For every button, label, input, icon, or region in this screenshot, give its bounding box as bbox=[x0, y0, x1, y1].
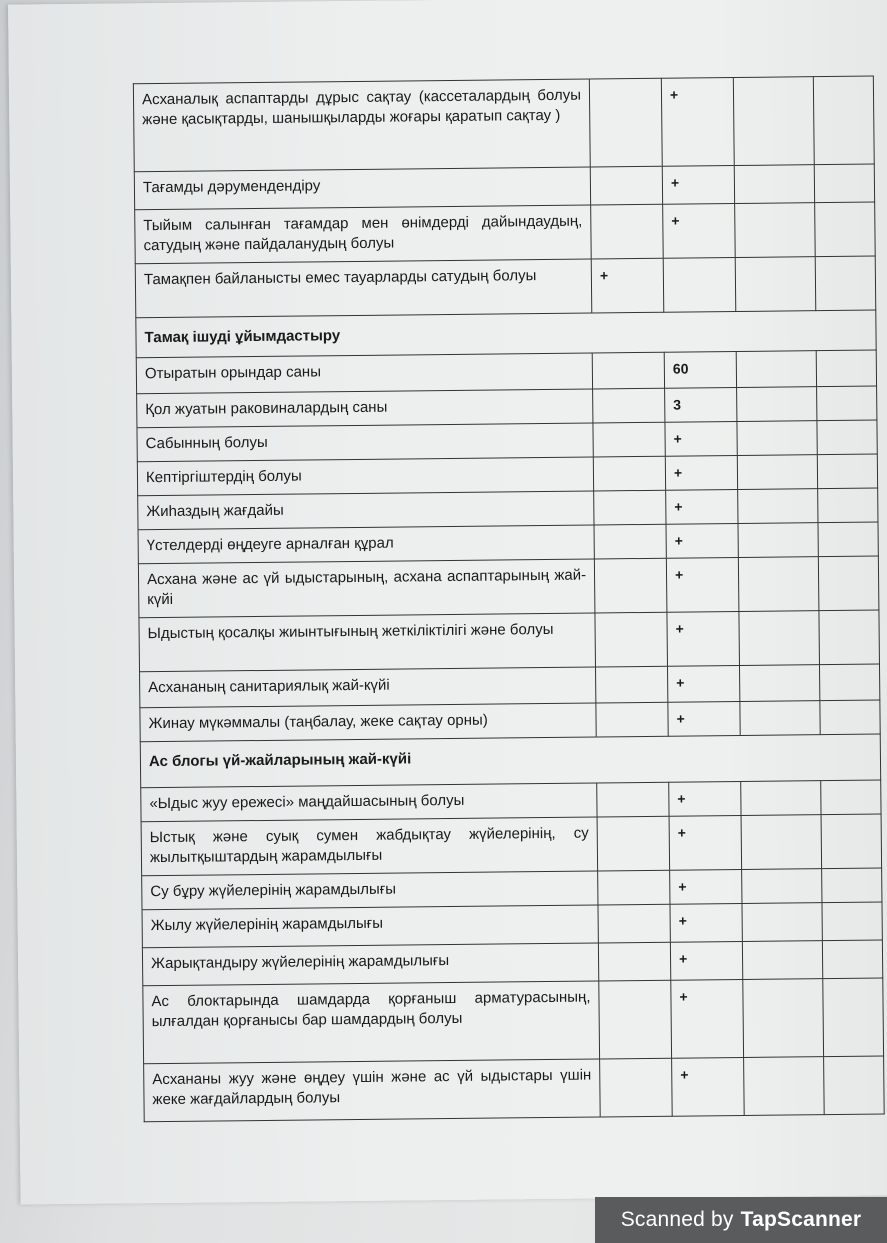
table-row bbox=[144, 1056, 885, 1122]
mark-cell-col1: + bbox=[591, 258, 664, 313]
mark-cell-col2: + bbox=[665, 421, 737, 456]
empty-cell bbox=[743, 979, 824, 1058]
criterion-text: Жинау мүкәммалы (таңбалау, жеке сақтау орны) bbox=[140, 703, 596, 742]
empty-cell bbox=[735, 203, 816, 258]
criterion-text: Кептіргіштердің болуы bbox=[137, 457, 593, 496]
empty-cell bbox=[821, 780, 881, 815]
mark-cell-col1 bbox=[590, 166, 662, 205]
section-header: Тамақ ішуді ұйымдастыру bbox=[136, 310, 876, 358]
empty-cell bbox=[819, 610, 880, 665]
mark-cell-col1 bbox=[596, 702, 668, 737]
empty-cell bbox=[818, 556, 879, 611]
criterion-text: Асхана және ас үй ыдыстарының, асхана аспаптарының жай-күйі bbox=[138, 559, 595, 618]
empty-cell bbox=[741, 815, 822, 870]
criterion-text: Жылу жүйелерінің жарамдылығы bbox=[142, 905, 598, 948]
mark-cell-col2: + bbox=[669, 781, 741, 816]
criterion-text: «Ыдыс жуу ережесі» маңдайшасының болуы bbox=[141, 783, 597, 822]
criterion-text: Асхананы жуу және өңдеу үшін және ас үй ыдыстары үшін жеке жағдайлардың болуы bbox=[144, 1059, 601, 1122]
empty-cell bbox=[737, 421, 817, 456]
criterion-text: Асханалық аспаптарды дұрыс сақтау (кассеталардың болуы және қасықтарды, шанышқыларды жоғары қаратып сақтау ) bbox=[133, 79, 590, 172]
empty-cell bbox=[738, 489, 818, 524]
empty-cell bbox=[741, 781, 821, 816]
empty-cell bbox=[737, 455, 817, 490]
empty-cell bbox=[738, 523, 818, 558]
mark-cell-col1 bbox=[598, 870, 670, 905]
empty-cell bbox=[822, 868, 882, 903]
empty-cell bbox=[822, 940, 882, 979]
watermark-prefix: Scanned by bbox=[620, 1208, 734, 1231]
mark-cell-col1 bbox=[598, 904, 670, 943]
table-row bbox=[138, 556, 879, 618]
table-row bbox=[133, 76, 874, 172]
table-row bbox=[141, 814, 882, 876]
mark-cell-col2: + bbox=[667, 665, 739, 702]
criterion-text: Ыстық және суық сумен жабдықтау жүйелерінің, су жылытқыштардың жарамдылығы bbox=[141, 817, 598, 876]
table-row bbox=[135, 202, 876, 264]
empty-cell bbox=[814, 164, 874, 203]
empty-cell bbox=[740, 701, 820, 736]
mark-cell-col1 bbox=[599, 980, 672, 1059]
empty-cell bbox=[739, 611, 820, 666]
empty-cell bbox=[824, 1056, 885, 1115]
empty-cell bbox=[734, 165, 814, 204]
empty-cell bbox=[823, 978, 884, 1057]
empty-cell bbox=[738, 557, 819, 612]
criterion-text: Жарықтандыру жүйелерінің жарамдылығы bbox=[142, 943, 598, 986]
empty-cell bbox=[819, 664, 879, 701]
section-header-row bbox=[140, 734, 880, 788]
empty-cell bbox=[739, 665, 819, 702]
criterion-text: Ыдыстың қосалқы жиынтығының жеткіліктілігі және болуы bbox=[139, 613, 596, 672]
criterion-text: Тағамды дәрумендендіру bbox=[134, 167, 590, 210]
mark-cell-col1 bbox=[593, 456, 665, 491]
empty-cell bbox=[822, 902, 882, 941]
criterion-text: Ас блоктарында шамдарда қорғаныш арматурасының, ылғалдан қорғанысы бар шамдардың болуы bbox=[143, 981, 600, 1064]
empty-cell bbox=[817, 420, 877, 455]
mark-cell-col2: 60 bbox=[664, 351, 736, 388]
document-page bbox=[8, 0, 887, 1205]
mark-cell-col2: + bbox=[663, 204, 736, 259]
empty-cell bbox=[815, 256, 876, 311]
mark-cell-col1 bbox=[593, 422, 665, 457]
empty-cell bbox=[736, 351, 816, 388]
table-row bbox=[143, 978, 884, 1064]
mark-cell-col2 bbox=[663, 258, 736, 313]
inspection-table bbox=[133, 76, 885, 1123]
section-header: Ас блогы үй-жайларының жай-күйі bbox=[140, 734, 880, 788]
table-body bbox=[133, 76, 884, 1122]
mark-cell-col2: + bbox=[672, 1057, 745, 1116]
empty-cell bbox=[815, 202, 876, 257]
mark-cell-col1 bbox=[597, 782, 669, 817]
mark-cell-col2: + bbox=[670, 869, 742, 904]
empty-cell bbox=[818, 522, 878, 557]
mark-cell-col2: + bbox=[665, 455, 737, 490]
mark-cell-col2: + bbox=[661, 78, 734, 167]
criterion-text: Тыйым салынған тағамдар мен өнімдерді дайындаудың, сатудың және пайдаланудың болуы bbox=[135, 205, 592, 264]
mark-cell-col1 bbox=[595, 666, 667, 703]
watermark-brand: TapScanner bbox=[740, 1208, 862, 1231]
mark-cell-col1 bbox=[600, 1058, 673, 1117]
empty-cell bbox=[742, 941, 822, 980]
criterion-text: Су бұру жүйелерінің жарамдылығы bbox=[142, 871, 598, 910]
mark-cell-col1 bbox=[597, 816, 670, 871]
empty-cell bbox=[820, 700, 880, 735]
mark-cell-col2: + bbox=[666, 523, 738, 558]
mark-cell-col1 bbox=[598, 942, 670, 981]
mark-cell-col1 bbox=[589, 78, 662, 167]
empty-cell bbox=[816, 350, 876, 387]
empty-cell bbox=[742, 903, 822, 942]
mark-cell-col2: + bbox=[666, 557, 739, 612]
mark-cell-col2: 3 bbox=[665, 387, 737, 422]
criterion-text: Сабынның болуы bbox=[137, 423, 593, 462]
criterion-text: Қол жуатын раковиналардың саны bbox=[137, 389, 593, 428]
mark-cell-col2: + bbox=[670, 941, 742, 980]
scanner-watermark bbox=[595, 1197, 887, 1243]
mark-cell-col2: + bbox=[666, 489, 738, 524]
mark-cell-col1 bbox=[593, 388, 665, 423]
empty-cell bbox=[817, 386, 877, 421]
criterion-text: Үстелдерді өңдеуге арналған құрал bbox=[138, 525, 594, 564]
criterion-text: Тамақпен байланысты емес тауарларды сатудың болуы bbox=[135, 259, 592, 318]
empty-cell bbox=[813, 76, 874, 165]
empty-cell bbox=[742, 869, 822, 904]
mark-cell-col2: + bbox=[668, 701, 740, 736]
empty-cell bbox=[821, 814, 882, 869]
mark-cell-col1 bbox=[594, 558, 667, 613]
mark-cell-col1 bbox=[595, 612, 668, 667]
empty-cell bbox=[818, 488, 878, 523]
mark-cell-col2: + bbox=[669, 815, 742, 870]
empty-cell bbox=[735, 257, 816, 312]
mark-cell-col2: + bbox=[670, 903, 742, 942]
empty-cell bbox=[744, 1057, 825, 1116]
mark-cell-col1 bbox=[594, 490, 666, 525]
empty-cell bbox=[817, 454, 877, 489]
table-row bbox=[135, 256, 876, 318]
mark-cell-col1 bbox=[591, 204, 664, 259]
mark-cell-col2: + bbox=[671, 979, 744, 1058]
criterion-text: Жиһаздың жағдайы bbox=[138, 491, 594, 530]
empty-cell bbox=[737, 387, 817, 422]
mark-cell-col2: + bbox=[662, 166, 734, 205]
table-row bbox=[139, 610, 880, 672]
mark-cell-col2: + bbox=[667, 611, 740, 666]
mark-cell-col1 bbox=[592, 352, 664, 389]
criterion-text: Асхананың санитариялық жай-күйі bbox=[140, 667, 596, 708]
mark-cell-col1 bbox=[594, 524, 666, 559]
criterion-text: Отыратын орындар саны bbox=[136, 353, 592, 394]
empty-cell bbox=[733, 77, 814, 166]
